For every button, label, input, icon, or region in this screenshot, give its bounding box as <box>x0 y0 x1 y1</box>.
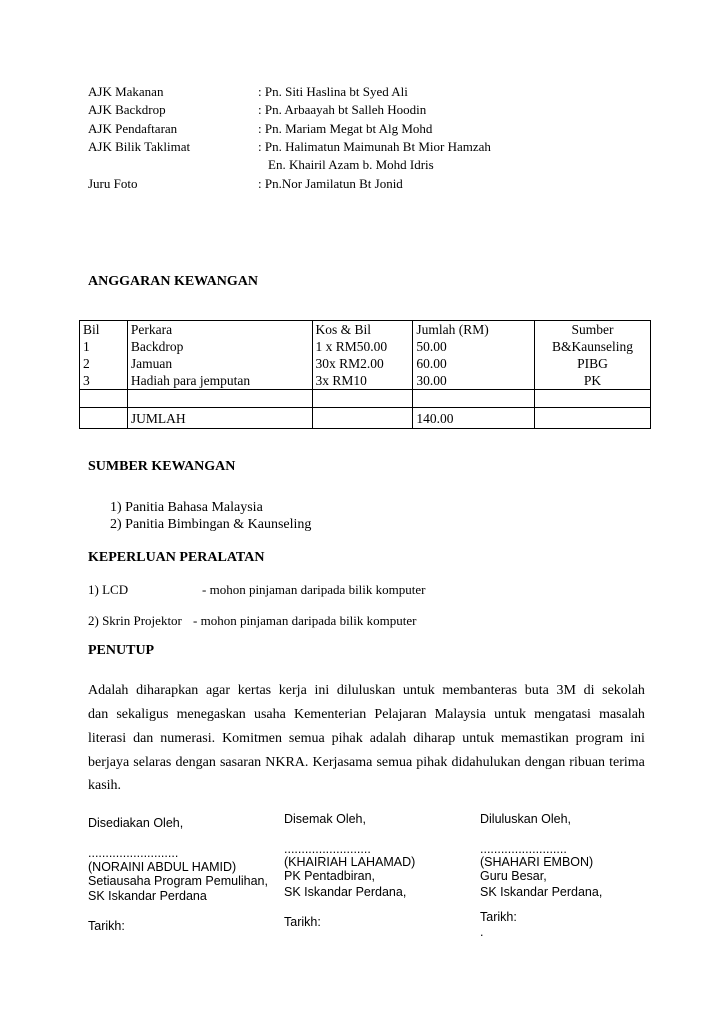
committee-member: : Pn. Arbaayah bt Salleh Hoodin <box>258 102 427 117</box>
table-cell: 30x RM2.00 <box>312 355 413 372</box>
table-cell: 3 <box>80 372 128 390</box>
signature-school: SK Iskandar Perdana, <box>480 885 603 899</box>
table-cell: 50.00 <box>413 338 535 355</box>
committee-member: En. Khairil Azam b. Mohd Idris <box>268 157 434 172</box>
table-row <box>80 372 651 390</box>
table-cell: PK <box>535 372 651 390</box>
table-cell: Jamuan <box>127 355 312 372</box>
table-cell: Hadiah para jemputan <box>127 372 312 390</box>
committee-role: AJK Backdrop <box>88 102 166 117</box>
committee-role: AJK Bilik Taklimat <box>88 139 191 154</box>
committee-member: : Pn.Nor Jamilatun Bt Jonid <box>258 176 403 191</box>
funding-heading: SUMBER KEWANGAN <box>88 459 236 474</box>
table-cell: 60.00 <box>413 355 535 372</box>
funding-item: 1) Panitia Bahasa Malaysia <box>110 500 263 515</box>
signature-line: ......................... <box>480 842 567 856</box>
paragraph-line: berjaya selaras dengan sasaran NKRA. Kerjasama semua pihak didahulukan dengan ribuan terima <box>88 755 645 770</box>
header-cell: Kos & Bil <box>312 321 413 339</box>
signature-position: Guru Besar, <box>480 869 547 883</box>
table-row <box>80 338 651 355</box>
paragraph-line: Adalah diharapkan agar kertas kerja ini diluluskan untuk membanteras buta 3M di sekolah <box>88 683 645 698</box>
table-header-row <box>80 321 651 339</box>
signature-school: SK Iskandar Perdana, <box>284 885 407 899</box>
signature-date: Tarikh: <box>88 919 125 933</box>
signature-position: Setiausaha Program Pemulihan, <box>88 874 268 888</box>
total-label: JUMLAH <box>127 408 312 429</box>
budget-table <box>79 320 651 429</box>
header-cell: Jumlah (RM) <box>413 321 535 339</box>
signature-name: (KHAIRIAH LAHAMAD) <box>284 855 416 869</box>
table-total-row <box>80 408 651 429</box>
funding-item: 2) Panitia Bimbingan & Kaunseling <box>110 517 312 532</box>
signature-name: (NORAINI ABDUL HAMID) <box>88 860 237 874</box>
equipment-note: - mohon pinjaman daripada bilik komputer <box>202 582 426 597</box>
header-cell: Bil <box>80 321 128 339</box>
table-cell: PIBG <box>535 355 651 372</box>
total-value: 140.00 <box>413 408 535 429</box>
committee-role: AJK Makanan <box>88 84 164 99</box>
signature-date: Tarikh: <box>284 915 321 929</box>
header-cell: Sumber <box>535 321 651 339</box>
budget-heading: ANGGARAN KEWANGAN <box>88 274 258 289</box>
committee-member: : Pn. Mariam Megat bt Alg Mohd <box>258 121 433 136</box>
table-row <box>80 355 651 372</box>
signature-title: Disediakan Oleh, <box>88 816 184 830</box>
table-cell: B&Kaunseling <box>535 338 651 355</box>
paragraph-line: literasi dan numerasi. Komitmen semua pihak adalah diharap untuk memastikan program ini <box>88 731 645 746</box>
table-cell: Backdrop <box>127 338 312 355</box>
committee-role: Juru Foto <box>88 176 138 191</box>
committee-role: AJK Pendaftaran <box>88 121 178 136</box>
signature-date: Tarikh: <box>480 910 517 924</box>
signature-title: Disemak Oleh, <box>284 812 366 826</box>
table-cell: 2 <box>80 355 128 372</box>
signature-line: .......................... <box>88 846 179 860</box>
signature-position: PK Pentadbiran, <box>284 869 376 883</box>
signature-title: Diluluskan Oleh, <box>480 812 572 826</box>
signature-name: (SHAHARI EMBON) <box>480 855 594 869</box>
equipment-item: 1) LCD <box>88 582 129 597</box>
paragraph-line: kasih. <box>88 778 122 793</box>
table-cell: 1 <box>80 338 128 355</box>
closing-heading: PENUTUP <box>88 643 155 658</box>
table-row-empty <box>80 390 651 408</box>
signature-date-mark: . <box>480 925 484 939</box>
table-cell: 30.00 <box>413 372 535 390</box>
equipment-heading: KEPERLUAN PERALATAN <box>88 550 265 565</box>
equipment-note: - mohon pinjaman daripada bilik komputer <box>193 613 417 628</box>
committee-member: : Pn. Siti Haslina bt Syed Ali <box>258 84 408 99</box>
paragraph-line: dan sekaligus menegaskan usaha Kementerian Pelajaran Malaysia untuk mengatasi masalah <box>88 707 645 722</box>
equipment-item: 2) Skrin Projektor <box>88 613 182 628</box>
signature-school: SK Iskandar Perdana <box>88 889 207 903</box>
committee-member: : Pn. Halimatun Maimunah Bt Mior Hamzah <box>258 139 491 154</box>
signature-line: ......................... <box>284 842 371 856</box>
table-cell: 3x RM10 <box>312 372 413 390</box>
header-cell: Perkara <box>127 321 312 339</box>
table-cell: 1 x RM50.00 <box>312 338 413 355</box>
